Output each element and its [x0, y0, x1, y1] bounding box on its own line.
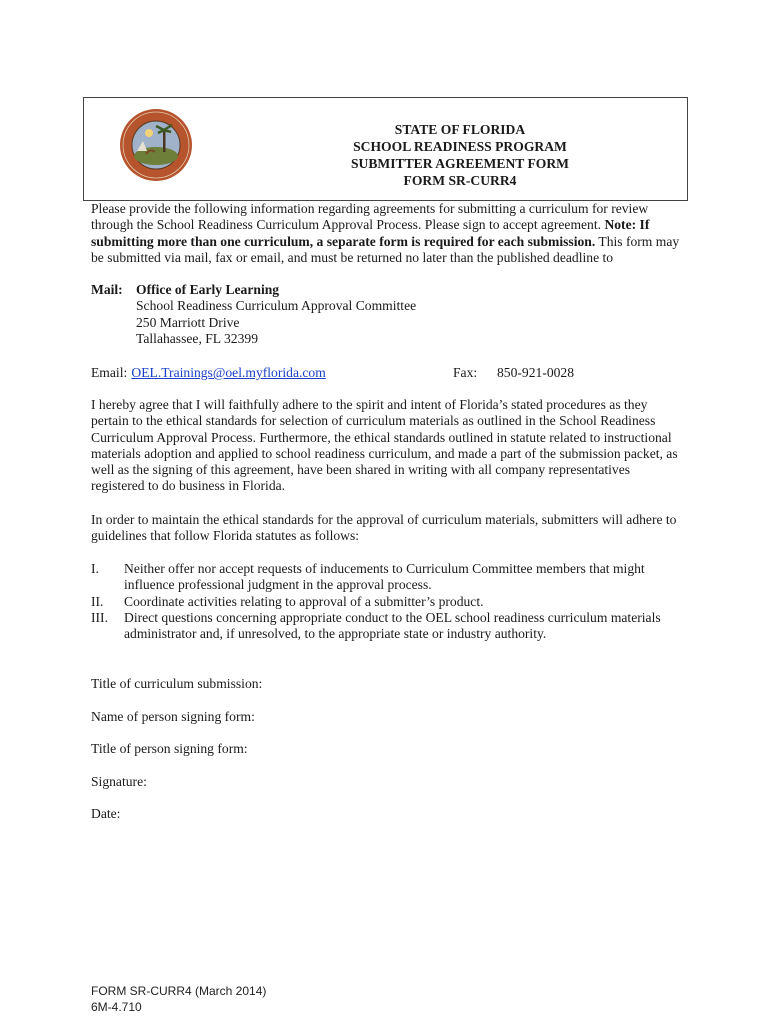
form-title	[300, 121, 620, 189]
list-number: III.	[91, 609, 108, 625]
footer-code: 6M-4.710	[91, 1000, 142, 1014]
florida-seal-icon	[119, 108, 193, 182]
title-line: SUBMITTER AGREEMENT FORM	[350, 156, 570, 171]
list-text: Coordinate activities relating to approval of a submitter’s product.	[124, 593, 484, 609]
mail-committee: School Readiness Curriculum Approval Committee	[136, 298, 417, 314]
list-text: Neither offer nor accept requests of inducements to Curriculum Committee members that might influence professional judgment in the approval process.	[124, 561, 645, 593]
intro-text-cont: This form may be submitted via mail, fax or email, and must be returned no later than the published deadline to	[91, 233, 680, 265]
agreement-paragraph: I hereby agree that I will faithfully adhere to the spirit and intent of Florida’s stated procedures as they pertain to the ethical standards for selection of curriculum materials as outlined in the School Readiness Curriculum Approval Process. Furthermore, the ethical standards outlined in statute related to instructional materials adoption and applied to school readiness curriculum, and made a part of the submission packet, as well as the signing of this agreement, have been shared in writing with all company representatives registered to do business in Florida.	[91, 397, 678, 494]
list-number: II.	[91, 593, 104, 609]
signature-field[interactable]: Signature:	[91, 774, 147, 789]
signer-name-field[interactable]: Name of person signing form:	[91, 709, 255, 724]
date-field[interactable]: Date:	[91, 806, 121, 821]
footer	[91, 983, 266, 1015]
intro-note: Note: If submitting more than one curriculum, a separate form is required for each submission.	[91, 217, 650, 249]
curriculum-title-field[interactable]: Title of curriculum submission:	[91, 676, 263, 691]
mail-office: Office of Early Learning	[136, 282, 280, 297]
footer-form: FORM SR-CURR4 (March 2014)	[91, 984, 267, 998]
list-item	[91, 610, 681, 643]
mail-address	[91, 282, 681, 347]
guidelines-list	[91, 561, 681, 642]
standards-paragraph: In order to maintain the ethical standards for the approval of curriculum materials, submitters will adhere to guidelines that follow Florida statutes as follows:	[91, 512, 677, 544]
title-line: STATE OF FLORIDA	[394, 122, 526, 137]
email-label: Email:	[91, 365, 128, 380]
intro-paragraph	[91, 201, 681, 266]
fax-number: 850-921-0028	[497, 365, 575, 380]
intro-text: Please provide the following information regarding agreements for submitting a curriculum for review through the School Readiness Curriculum Approval Process. Please sign to accept agreement.	[91, 201, 649, 233]
mail-city: Tallahassee, FL 32399	[136, 330, 258, 346]
title-line: FORM SR-CURR4	[403, 173, 517, 188]
contact-line	[91, 365, 681, 381]
signer-title-field[interactable]: Title of person signing form:	[91, 741, 248, 756]
mail-label: Mail:	[91, 282, 123, 297]
list-item	[91, 594, 681, 610]
list-text: Direct questions concerning appropriate conduct to the OEL school readiness curriculum materials administrator and, if unresolved, to the appropriate state or industry authority.	[124, 609, 661, 642]
list-item	[91, 561, 681, 594]
fax-label: Fax:	[453, 365, 478, 380]
title-line: SCHOOL READINESS PROGRAM	[353, 139, 567, 154]
mail-street: 250 Marriott Drive	[136, 314, 240, 330]
email-link[interactable]: OEL.Trainings@oel.myflorida.com	[131, 365, 326, 380]
list-number: I.	[91, 561, 99, 576]
